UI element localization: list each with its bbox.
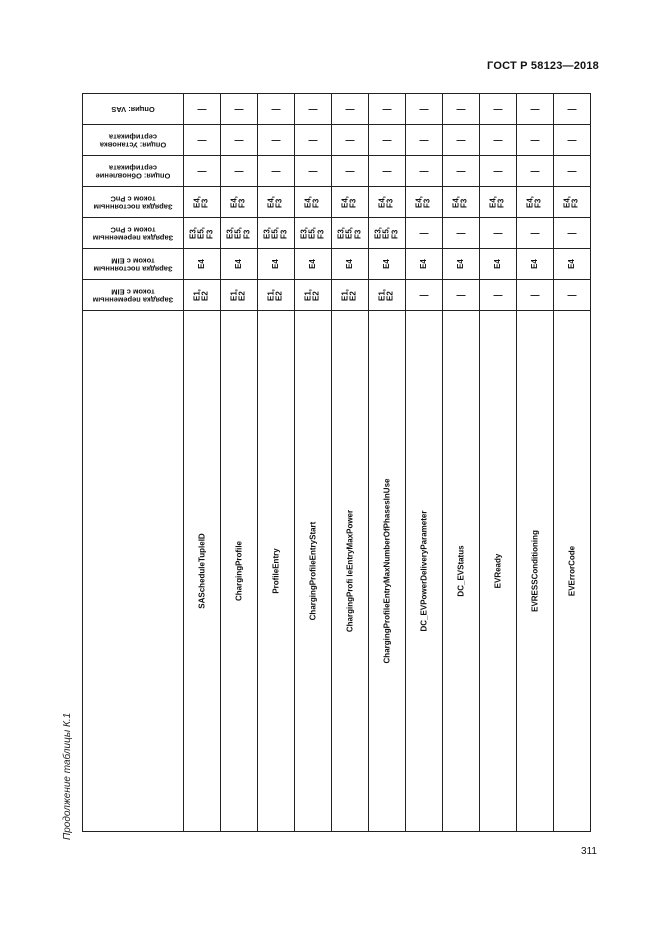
cell-value: —	[456, 228, 466, 238]
table-cell	[258, 94, 295, 125]
table-cell	[332, 156, 369, 187]
cell-value: —	[345, 104, 355, 114]
cell-value: E4	[270, 259, 280, 269]
table-cell	[554, 94, 591, 125]
table-cell	[517, 249, 554, 280]
table-cell	[443, 156, 480, 187]
row-label: EVReady	[493, 553, 503, 589]
cell-value: —	[308, 104, 318, 114]
table-cell	[295, 280, 332, 311]
table-cell	[221, 156, 258, 187]
cell-value: —	[419, 166, 429, 176]
cell-value: E4, F3	[451, 195, 469, 209]
cell-value: —	[567, 228, 577, 238]
empty-cell	[83, 311, 184, 832]
cell-value: —	[271, 135, 281, 145]
cell-value: E3, E5, F3	[225, 226, 252, 240]
table-cell	[369, 156, 406, 187]
table-cell	[554, 280, 591, 311]
table-cell	[221, 249, 258, 280]
row-label-cell	[295, 311, 332, 832]
cell-value: E4	[233, 259, 243, 269]
cell-value: —	[530, 228, 540, 238]
table-cell	[295, 249, 332, 280]
table-cell	[221, 94, 258, 125]
table-cell	[369, 187, 406, 218]
table-cell	[406, 125, 443, 156]
cell-value: —	[567, 166, 577, 176]
table-cell	[258, 218, 295, 249]
cell-value: E3, E5, F3	[336, 226, 363, 240]
column-header-text: Опция: VAS	[111, 105, 155, 115]
table-cell	[480, 187, 517, 218]
table-cell	[221, 218, 258, 249]
cell-value: E4, F3	[340, 195, 358, 209]
column-header	[83, 249, 184, 280]
cell-value: E1, E2	[229, 288, 247, 302]
cell-value: —	[567, 135, 577, 145]
cell-value: —	[530, 104, 540, 114]
cell-value: E4	[307, 259, 317, 269]
table-cell	[369, 125, 406, 156]
table-cell	[332, 249, 369, 280]
cell-value: —	[456, 166, 466, 176]
cell-value: —	[234, 166, 244, 176]
column-header	[83, 156, 184, 187]
table-cell	[406, 94, 443, 125]
cell-value: E4, F3	[303, 195, 321, 209]
row-label: EVRESSConditioning	[530, 530, 540, 612]
table-cell	[443, 187, 480, 218]
row-label: ChargingProfi leEntryMaxPower	[345, 509, 355, 633]
cell-value: —	[419, 135, 429, 145]
cell-value: E3, E5, F3	[262, 226, 289, 240]
row-label-cell	[258, 311, 295, 832]
table-cell	[480, 125, 517, 156]
table-cell	[258, 280, 295, 311]
cell-value: —	[234, 104, 244, 114]
row-label: DC_EVStatus	[456, 545, 466, 597]
table-cell	[480, 94, 517, 125]
row-label: SAScheduleTupleID	[197, 533, 207, 609]
table-cell	[295, 94, 332, 125]
row-label-cell	[369, 311, 406, 832]
table-cell	[332, 187, 369, 218]
table-cell	[517, 280, 554, 311]
cell-value: —	[271, 166, 281, 176]
cell-value: —	[493, 104, 503, 114]
cell-value: —	[234, 135, 244, 145]
row-label: ChargingProfileEntryMaxNumberOfPhasesInUse	[382, 478, 392, 664]
table-cell	[406, 280, 443, 311]
cell-value: E3, E5, F3	[373, 226, 400, 240]
cell-value: —	[271, 104, 281, 114]
table-cell	[332, 280, 369, 311]
table-cell	[295, 218, 332, 249]
cell-value: —	[456, 290, 466, 300]
cell-value: —	[308, 135, 318, 145]
table-cell	[221, 187, 258, 218]
table-cell	[332, 218, 369, 249]
column-header-text: Зарядка постоянным током с EIM	[93, 256, 173, 274]
cell-value: E4	[529, 259, 539, 269]
table-cell	[517, 94, 554, 125]
row-label: ChargingProfile	[234, 540, 244, 602]
table-cell	[517, 156, 554, 187]
table-cell	[184, 280, 221, 311]
row-label-cell	[554, 311, 591, 832]
table-cell	[258, 187, 295, 218]
column-header-text: Зарядка переменным током с EIM	[92, 287, 174, 305]
cell-value: —	[456, 135, 466, 145]
cell-value: E4, F3	[266, 195, 284, 209]
cell-value: E3, E5, F3	[188, 226, 215, 240]
table-cell	[295, 156, 332, 187]
cell-value: —	[530, 290, 540, 300]
table-cell	[369, 249, 406, 280]
table-cell	[369, 218, 406, 249]
cell-value: —	[197, 166, 207, 176]
cell-value: E4, F3	[562, 195, 580, 209]
row-label: ProfileEntry	[271, 548, 281, 594]
table-caption: Продолжение таблицы К.1	[62, 712, 73, 840]
table-cell	[406, 156, 443, 187]
column-header	[83, 94, 184, 125]
table-cell	[184, 156, 221, 187]
table-cell	[184, 249, 221, 280]
cell-value: E3, E5, F3	[299, 226, 326, 240]
cell-value: E4, F3	[488, 195, 506, 209]
table-cell	[332, 125, 369, 156]
column-header	[83, 280, 184, 311]
cell-value: —	[530, 166, 540, 176]
cell-value: E4	[344, 259, 354, 269]
table-cell	[332, 94, 369, 125]
cell-value: —	[308, 166, 318, 176]
table-cell	[295, 125, 332, 156]
cell-value: —	[345, 135, 355, 145]
standard-header: ГОСТ Р 58123—2018	[487, 60, 599, 72]
cell-value: —	[419, 104, 429, 114]
table-cell	[554, 249, 591, 280]
table-cell	[554, 218, 591, 249]
row-label: ChargingProfileEntryStart	[308, 521, 318, 621]
cell-value: —	[419, 228, 429, 238]
table-cell	[221, 280, 258, 311]
cell-value: —	[493, 228, 503, 238]
cell-value: —	[382, 166, 392, 176]
column-header	[83, 187, 184, 218]
cell-value: E1, E2	[340, 288, 358, 302]
table-cell	[406, 249, 443, 280]
cell-value: —	[197, 135, 207, 145]
table-cell	[443, 249, 480, 280]
cell-value: E4	[381, 259, 391, 269]
column-header-text: Опция: Обновление сертификата	[95, 163, 171, 181]
table-cell	[443, 218, 480, 249]
table-cell	[258, 125, 295, 156]
column-header-text: Зарядка переменным током с PnC	[92, 225, 174, 243]
table-cell	[258, 249, 295, 280]
cell-value: —	[530, 135, 540, 145]
row-label-cell	[517, 311, 554, 832]
column-header-text: Опция: Установка сертификата	[99, 132, 167, 150]
cell-value: —	[382, 104, 392, 114]
row-label: EVErrorCode	[567, 545, 577, 597]
row-label-cell	[480, 311, 517, 832]
cell-value: E4	[492, 259, 502, 269]
table-cell	[517, 187, 554, 218]
column-header-text: Зарядка постоянным током с PnC	[93, 194, 173, 212]
table-cell	[443, 94, 480, 125]
page-number: 311	[581, 846, 597, 857]
table-cell	[517, 125, 554, 156]
cell-value: E4, F3	[229, 195, 247, 209]
cell-value: E1, E2	[192, 288, 210, 302]
cell-value: E4	[455, 259, 465, 269]
row-label-cell	[221, 311, 258, 832]
table-cell	[369, 94, 406, 125]
cell-value: —	[456, 104, 466, 114]
cell-value: E4, F3	[414, 195, 432, 209]
row-label-cell	[443, 311, 480, 832]
table-cell	[406, 187, 443, 218]
cell-value: E4, F3	[192, 195, 210, 209]
cell-value: E4	[418, 259, 428, 269]
cell-value: E1, E2	[303, 288, 321, 302]
table-cell	[554, 156, 591, 187]
table-cell	[221, 125, 258, 156]
table-cell	[258, 156, 295, 187]
table-cell	[517, 218, 554, 249]
cell-value: —	[345, 166, 355, 176]
cell-value: —	[382, 135, 392, 145]
column-header	[83, 218, 184, 249]
table-cell	[443, 125, 480, 156]
table-cell	[406, 218, 443, 249]
table-cell	[184, 187, 221, 218]
cell-value: —	[493, 135, 503, 145]
cell-value: —	[419, 290, 429, 300]
column-header	[83, 125, 184, 156]
table-cell	[184, 218, 221, 249]
data-table	[82, 93, 591, 832]
table-cell	[369, 280, 406, 311]
table-cell	[443, 280, 480, 311]
cell-value: —	[493, 290, 503, 300]
table-cell	[184, 125, 221, 156]
table-cell	[480, 249, 517, 280]
cell-value: E4	[566, 259, 576, 269]
row-label: DC_EVPowerDeliveryParameter	[419, 510, 429, 632]
table-cell	[554, 125, 591, 156]
cell-value: E4	[196, 259, 206, 269]
table-cell	[554, 187, 591, 218]
cell-value: E1, E2	[377, 288, 395, 302]
row-label-cell	[406, 311, 443, 832]
cell-value: E4, F3	[377, 195, 395, 209]
table-cell	[480, 218, 517, 249]
cell-value: E4, F3	[525, 195, 543, 209]
cell-value: —	[493, 166, 503, 176]
cell-value: E1, E2	[266, 288, 284, 302]
row-label-cell	[184, 311, 221, 832]
row-label-cell	[332, 311, 369, 832]
table-cell	[480, 280, 517, 311]
cell-value: —	[567, 290, 577, 300]
cell-value: —	[567, 104, 577, 114]
table-cell	[295, 187, 332, 218]
cell-value: —	[197, 104, 207, 114]
table-cell	[184, 94, 221, 125]
table-cell	[480, 156, 517, 187]
